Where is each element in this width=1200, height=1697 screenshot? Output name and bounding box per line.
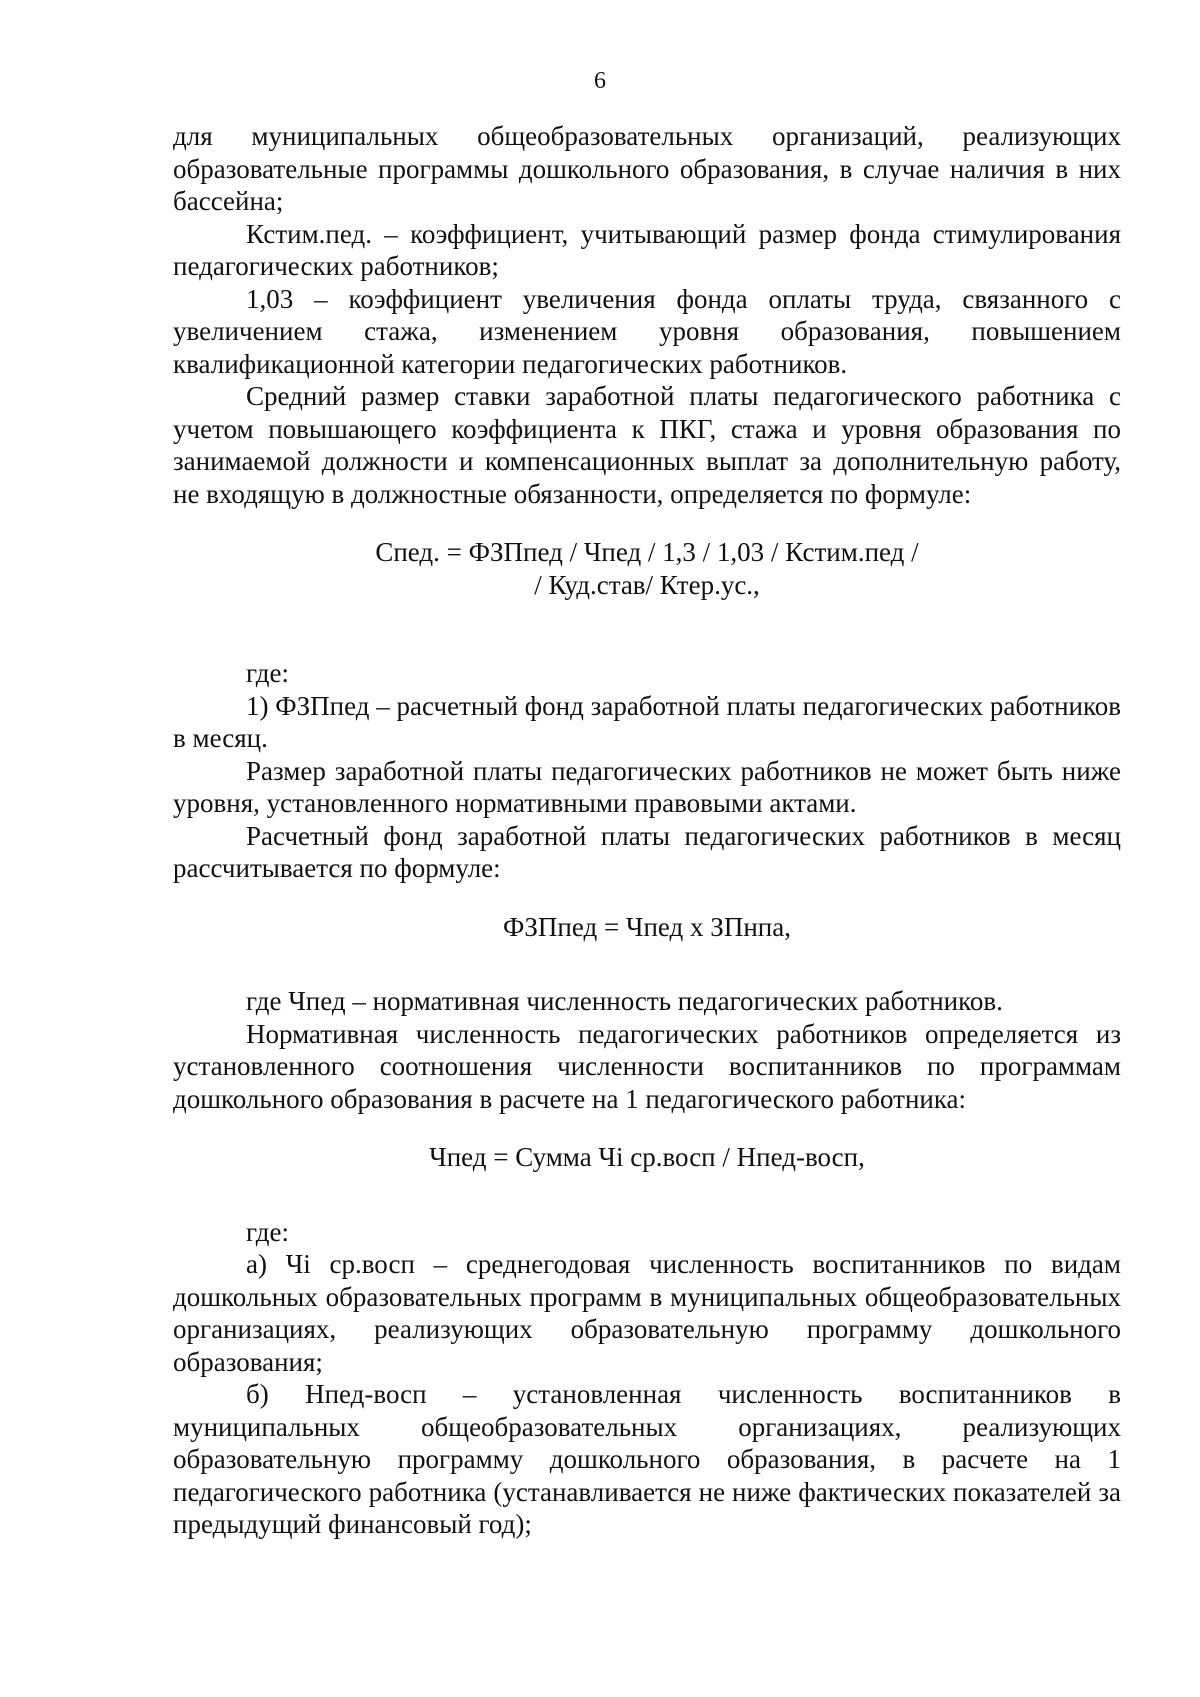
paragraph-salary-minimum: Размер заработной платы педагогических работников не может быть ниже уровня, установленного нормативными правовыми актами.	[173, 755, 1121, 818]
page-number: 6	[594, 68, 606, 94]
paragraph-normative-count: Нормативная численность педагогических работников определяется из установленного соотношения численности воспитанников по программам дошкольного образования в расчете на 1 педагогического работника:	[173, 1018, 1121, 1114]
paragraph-where-2: где:	[246, 1216, 289, 1247]
paragraph-item-a: а) Чi ср.восп – среднегодовая численность воспитанников по видам дошкольных образовательных программ в муниципальных общеобразовательных организациях, реализующих образовательную программу дошкольного образования;	[173, 1249, 1121, 1377]
paragraph-pool-clause: для муниципальных общеобразовательных организаций, реализующих образовательные программы дошкольного образования, в случае наличия в них бассейна;	[173, 121, 1121, 216]
paragraph-chped-definition: где Чпед – нормативная численность педагогических работников.	[246, 986, 1003, 1016]
paragraph-kstim-definition: Кстим.пед. – коэффициент, учитывающий размер фонда стимулирования педагогических работников;	[173, 218, 1121, 281]
formula-sped-line1: Спед. = ФЗПпед / Чпед / 1,3 / 1,03 / Кстим.пед /	[375, 537, 919, 567]
paragraph-average-rate-intro: Средний размер ставки заработной платы педагогического работника с учетом повышающего коэффициента к ПКГ, стажа и уровня образования по занимаемой должности и компенсационных выплат за дополнительную работу, не входящую в должностные обязанности, определяется по формуле:	[173, 381, 1121, 509]
paragraph-fund-formula-intro: Расчетный фонд заработной платы педагогических работников в месяц рассчитывается по формуле:	[173, 820, 1121, 883]
document-body	[173, 120, 1121, 1541]
paragraph-fzp-definition: 1) ФЗПпед – расчетный фонд заработной платы педагогических работников в месяц.	[173, 690, 1121, 753]
paragraph-where-1: где:	[246, 658, 289, 688]
formula-sped-line2: / Куд.став/ Ктер.ус.,	[534, 569, 760, 600]
formula-chped: Чпед = Сумма Чi ср.восп / Нпед-восп,	[429, 1142, 865, 1172]
paragraph-item-b: б) Нпед-восп – установленная численность воспитанников в муниципальных общеобразовательных организациях, реализующих образовательную программу дошкольного образования, в расчете на 1 педагогического работника (устанавливается не ниже фактических показателей за предыдущий финансовый год);	[173, 1379, 1121, 1539]
paragraph-coefficient-103: 1,03 – коэффициент увеличения фонда оплаты труда, связанного с увеличением стажа, изменением уровня образования, повышением квалификационной категории педагогических работников.	[173, 283, 1121, 379]
formula-fzp: ФЗПпед = Чпед х ЗПнпа,	[503, 911, 791, 942]
